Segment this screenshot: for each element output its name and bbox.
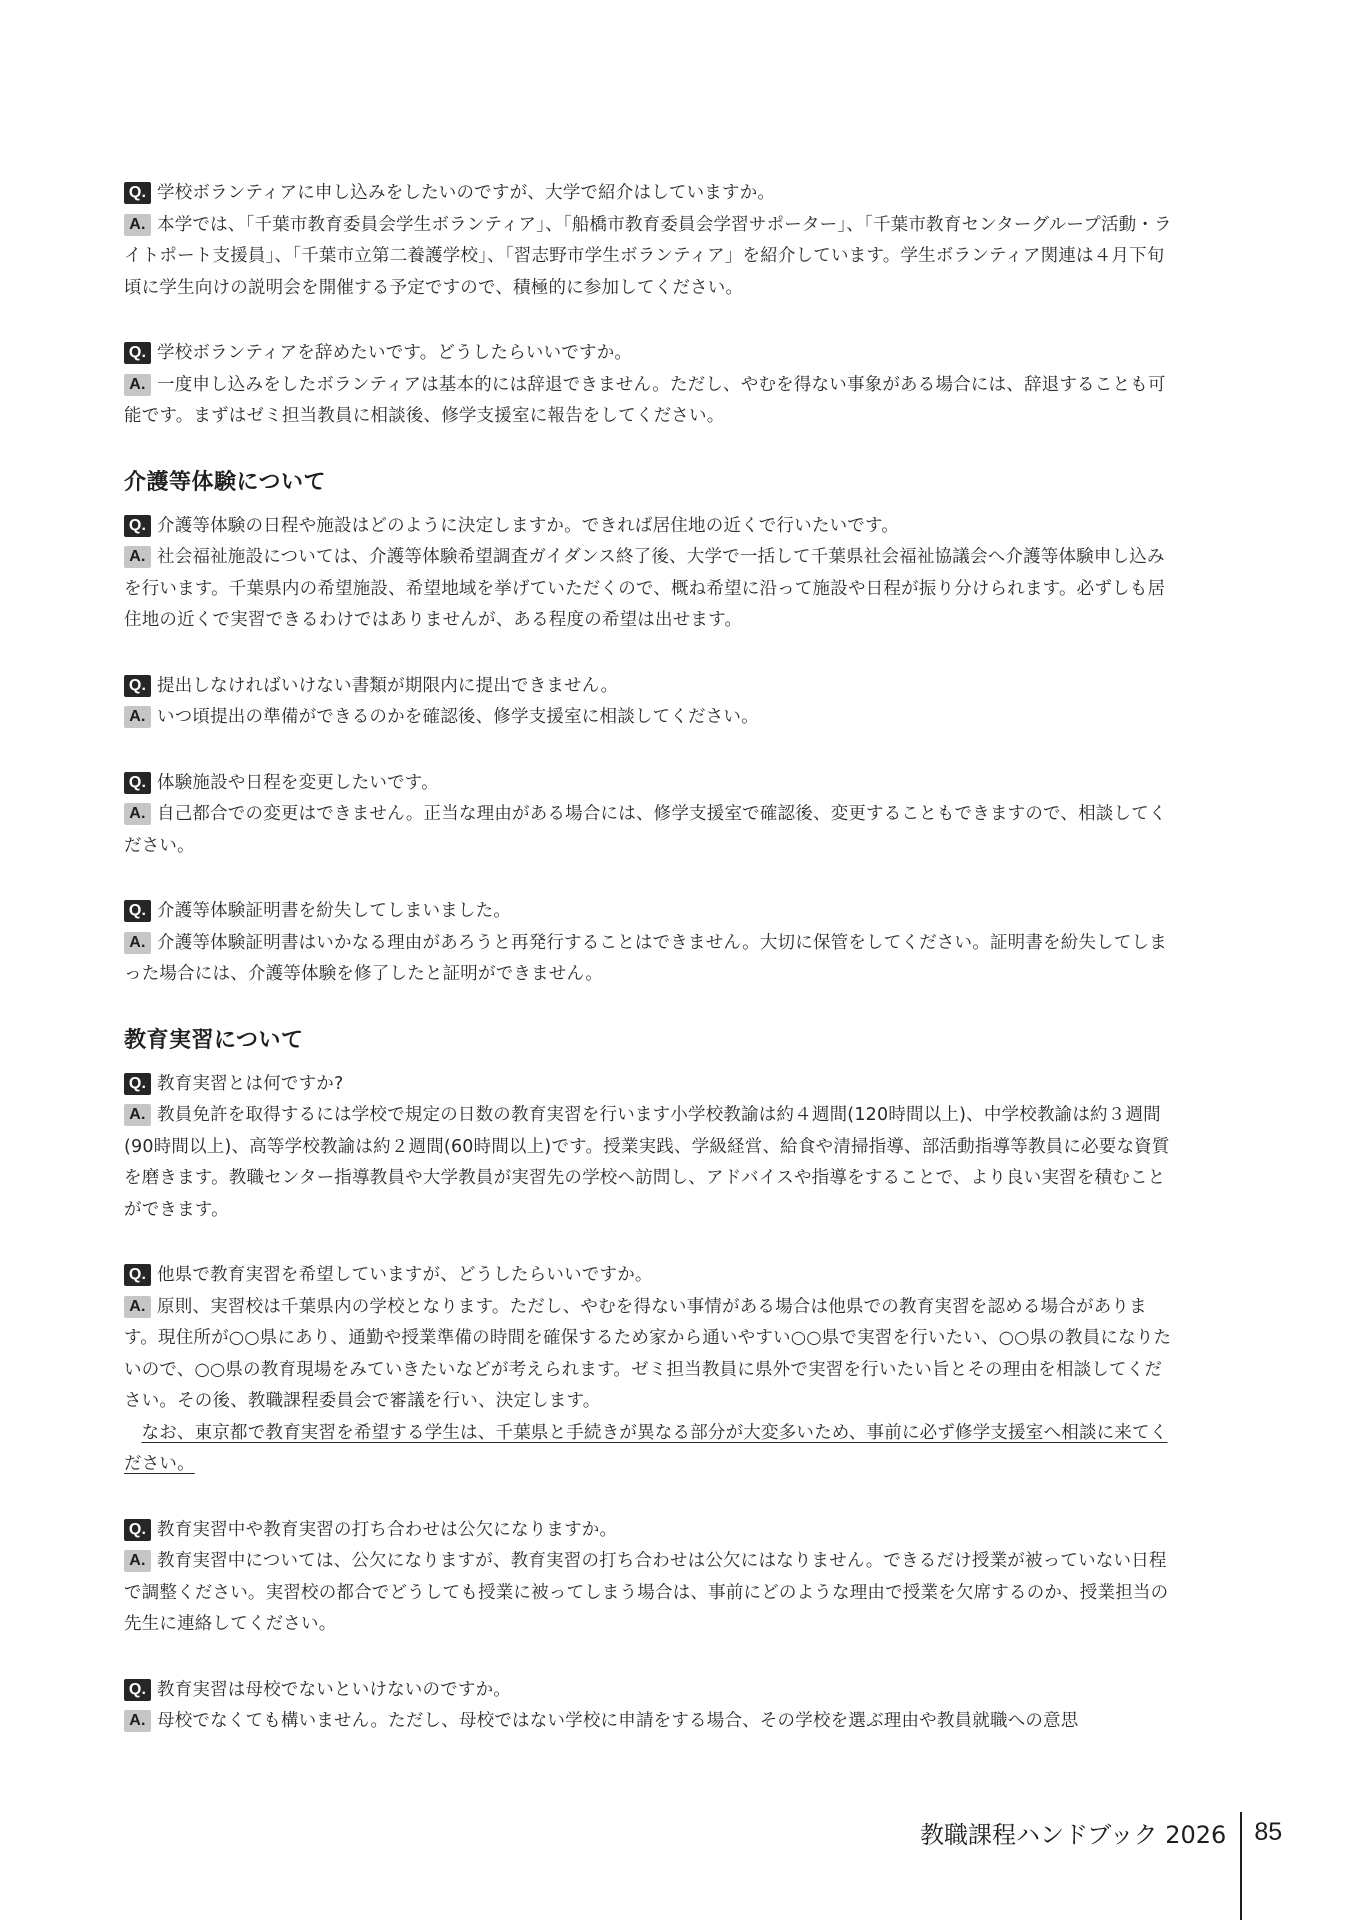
- answer-text: 一度申し込みをしたボランティアは基本的には辞退できません。ただし、やむを得ない事象がある場合には、辞退することも可能です。まずはゼミ担当教員に相談後、修学支援室に報告をしてください。: [124, 374, 1166, 426]
- question-text: 提出しなければいけない書類が期限内に提出できません。: [157, 675, 619, 696]
- question-badge: Q.: [124, 182, 151, 204]
- handbook-title: 教職課程ハンドブック 2026: [920, 1820, 1227, 1849]
- question-text: 体験施設や日程を変更したいです。: [157, 772, 439, 793]
- question-badge: Q.: [124, 1519, 151, 1541]
- qa-item: [124, 511, 1172, 637]
- answer-line: [124, 702, 1172, 734]
- answer-badge: A.: [124, 1296, 151, 1318]
- answer-text: 本学では、「千葉市教育委員会学生ボランティア」、「船橋市教育委員会学習サポーター」、「千葉市教育センターグループ活動・ライトポート支援員」、「千葉市立第二養護学校」、「習志野市学生ボランティア」を紹介しています。学生ボランティア関連は４月下旬頃に学生向けの説明会を開催する予定ですので、積極的に参加してください。: [124, 214, 1172, 298]
- answer-line: [124, 1706, 1172, 1738]
- qa-item: [124, 1675, 1172, 1738]
- page-number: 85: [1254, 1817, 1283, 1846]
- qa-item: [124, 768, 1172, 863]
- answer-line: [124, 542, 1172, 637]
- question-text: 他県で教育実習を希望していますが、どうしたらいいですか。: [157, 1265, 653, 1285]
- question-text: 介護等体験証明書を紛失してしまいました。: [157, 901, 511, 921]
- question-line: [124, 1675, 1172, 1707]
- answer-text: 母校でなくても構いません。ただし、母校ではない学校に申請をする場合、その学校を選ぶ理由や教員就職への意思: [157, 1711, 1079, 1731]
- footer-divider: [1240, 1812, 1242, 1920]
- answer-badge: A.: [124, 803, 151, 825]
- qa-item: [124, 1515, 1172, 1641]
- answer-text: 社会福祉施設については、介護等体験希望調査ガイダンス終了後、大学で一括して千葉県社会福祉協議会へ介護等体験申し込みを行います。千葉県内の希望施設、希望地域を挙げていただくので、概ね希望に沿って施設や日程が振り分けられます。必ずしも居住地の近くで実習できるわけではありませんが、ある程度の希望は出せます。: [124, 547, 1166, 630]
- qa-item: [124, 338, 1172, 433]
- answer-line: [124, 1292, 1172, 1418]
- question-text: 介護等体験の日程や施設はどのように決定しますか。できれば居住地の近くで行いたいです。: [157, 515, 899, 536]
- question-line: [124, 768, 1172, 800]
- answer-text: いつ頃提出の準備ができるのかを確認後、修学支援室に相談してください。: [157, 707, 759, 727]
- answer-line: [124, 928, 1172, 991]
- important-note: なお、東京都で教育実習を希望する学生は、千葉県と手続きが異なる部分が大変多いため、事前に必ず修学支援室へ相談に来てください。: [124, 1422, 1168, 1474]
- question-badge: Q.: [124, 1073, 151, 1095]
- answer-badge: A.: [124, 1104, 151, 1126]
- answer-line: [124, 1546, 1172, 1641]
- qa-item: [124, 178, 1172, 304]
- answer-text: 自己都合での変更はできません。正当な理由がある場合には、修学支援室で確認後、変更することもできますので、相談してください。: [124, 804, 1167, 856]
- answer-badge: A.: [124, 706, 151, 728]
- question-text: 学校ボランティアを辞めたいです。どうしたらいいですか。: [157, 343, 633, 363]
- question-text: 学校ボランティアに申し込みをしたいのですが、大学で紹介はしていますか。: [157, 183, 776, 203]
- question-text: 教育実習は母校でないといけないのですか。: [157, 1679, 511, 1700]
- question-badge: Q.: [124, 1264, 151, 1286]
- page-footer: [920, 1812, 1282, 1852]
- qa-item: [124, 896, 1172, 991]
- question-badge: Q.: [124, 675, 151, 697]
- section-heading-kaigo: 介護等体験について: [124, 469, 327, 495]
- answer-line: [124, 370, 1172, 433]
- answer-badge: A.: [124, 214, 151, 236]
- answer-text: 介護等体験証明書はいかなる理由があろうと再発行することはできません。大切に保管をしてください。証明書を紛失してしまった場合には、介護等体験を修了したと証明ができません。: [124, 932, 1167, 984]
- question-line: [124, 896, 1172, 928]
- answer-badge: A.: [124, 932, 151, 954]
- qa-item: [124, 1069, 1172, 1227]
- answer-badge: A.: [124, 1710, 151, 1732]
- answer-badge: A.: [124, 1550, 151, 1572]
- question-line: [124, 1260, 1172, 1292]
- question-line: [124, 178, 1172, 210]
- question-badge: Q.: [124, 772, 151, 794]
- question-line: [124, 1069, 1172, 1101]
- question-badge: Q.: [124, 342, 151, 364]
- qa-item: [124, 671, 1172, 734]
- answer-badge: A.: [124, 374, 151, 396]
- question-line: [124, 671, 1172, 703]
- question-badge: Q.: [124, 515, 151, 537]
- question-line: [124, 338, 1172, 370]
- answer-line: [124, 1100, 1172, 1226]
- qa-item: [124, 1260, 1172, 1481]
- answer-text: 原則、実習校は千葉県内の学校となります。ただし、やむを得ない事情がある場合は他県での教育実習を認める場合があります。現住所が○○県にあり、通勤や授業準備の時間を確保するため家から通いやすい○○県で実習を行いたい、○○県の教員になりたいので、○○県の教育現場をみていきたいなどが考えられます。ゼミ担当教員に県外で実習を行いたい旨とその理由を相談してください。その後、教職課程委員会で審議を行い、決定します。: [124, 1296, 1172, 1411]
- answer-line: [124, 799, 1172, 862]
- question-badge: Q.: [124, 1679, 151, 1701]
- answer-badge: A.: [124, 546, 151, 568]
- question-text: 教育実習中や教育実習の打ち合わせは公欠になりますか。: [157, 1519, 618, 1540]
- section-heading-kyoiku: 教育実習について: [124, 1027, 304, 1053]
- answer-text: 教員免許を取得するには学校で規定の日数の教育実習を行います小学校教諭は約４週間(120時間以上)、中学校教諭は約３週間(90時間以上)、高等学校教諭は約２週間(60時間以上)です。授業実践、学級経営、給食や清掃指導、部活動指導等教員に必要な資質を磨きます。教職センター指導教員や大学教員が実習先の学校へ訪問し、アドバイスや指導をすることで、より良い実習を積むことができます。: [124, 1105, 1170, 1220]
- answer-line: [124, 210, 1172, 305]
- question-text: 教育実習とは何ですか?: [157, 1073, 344, 1094]
- answer-text: 教育実習中については、公欠になりますが、教育実習の打ち合わせは公欠にはなりません。できるだけ授業が被っていない日程で調整ください。実習校の都合でどうしても授業に被ってしまう場合は、事前にどのような理由で授業を欠席するのか、授業担当の先生に連絡してください。: [124, 1551, 1169, 1634]
- question-line: [124, 511, 1172, 543]
- question-badge: Q.: [124, 900, 151, 922]
- question-line: [124, 1515, 1172, 1547]
- main-content: [124, 178, 1172, 1772]
